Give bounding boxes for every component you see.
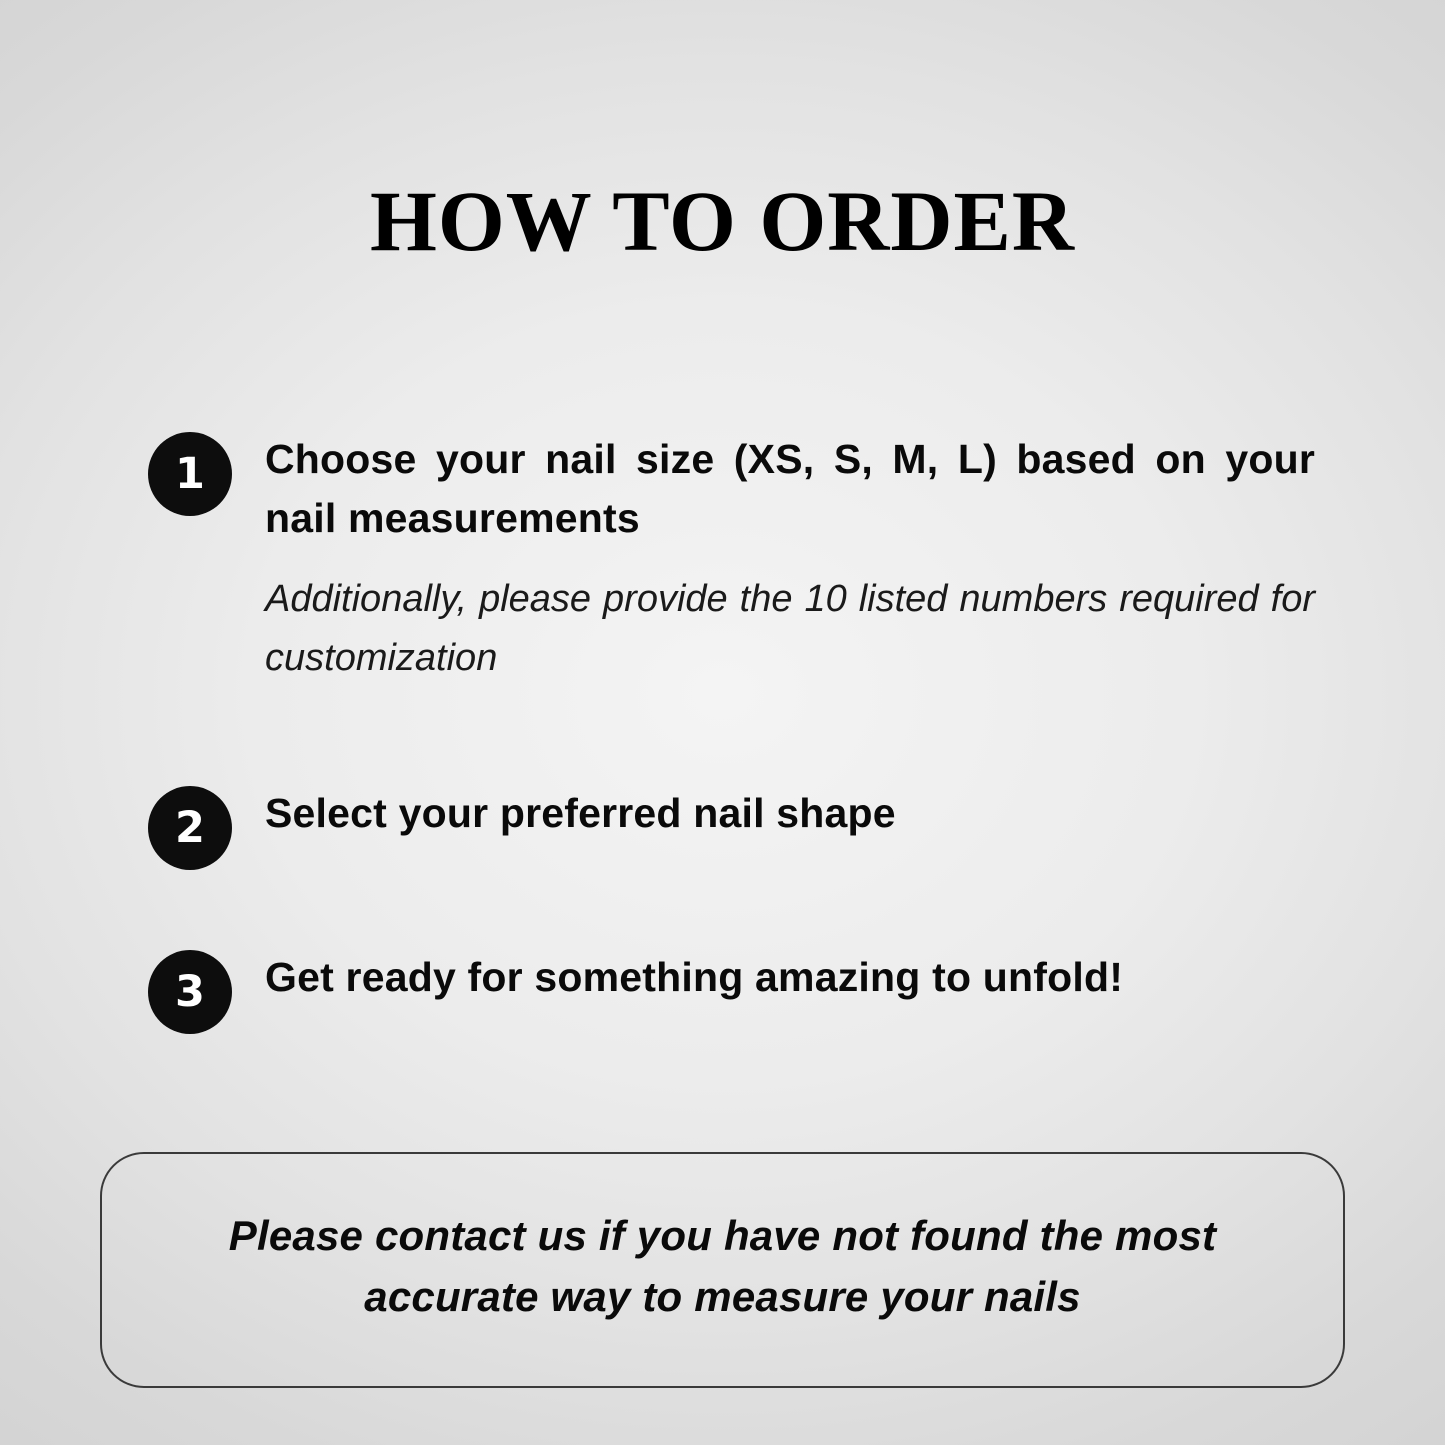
step-number-badge: 2 xyxy=(148,786,232,870)
list-item xyxy=(148,430,1315,689)
contact-notice-box xyxy=(100,1152,1345,1388)
step-text: Get ready for something amazing to unfold! xyxy=(265,954,1124,1001)
step-number-badge: 1 xyxy=(148,432,232,516)
spacer xyxy=(148,870,1315,948)
step-text: Select your preferred nail shape xyxy=(265,790,896,837)
step-content xyxy=(265,430,1315,689)
page-title: HOW TO ORDER xyxy=(370,173,1075,269)
step-subtext: Additionally, please provide the 10 listed numbers required for customization xyxy=(265,578,1315,680)
spacer xyxy=(148,688,1315,784)
contact-notice-text: Please contact us if you have not found the most accurate way to measure your nails xyxy=(228,1212,1217,1321)
step-content xyxy=(265,784,1315,843)
step-number-badge: 3 xyxy=(148,950,232,1034)
list-item xyxy=(148,948,1315,1034)
step-text: Choose your nail size (XS, S, M, L) based on your nail measurements xyxy=(265,435,1315,542)
steps-list xyxy=(0,430,1445,1035)
step-content xyxy=(265,948,1315,1007)
list-item xyxy=(148,784,1315,870)
